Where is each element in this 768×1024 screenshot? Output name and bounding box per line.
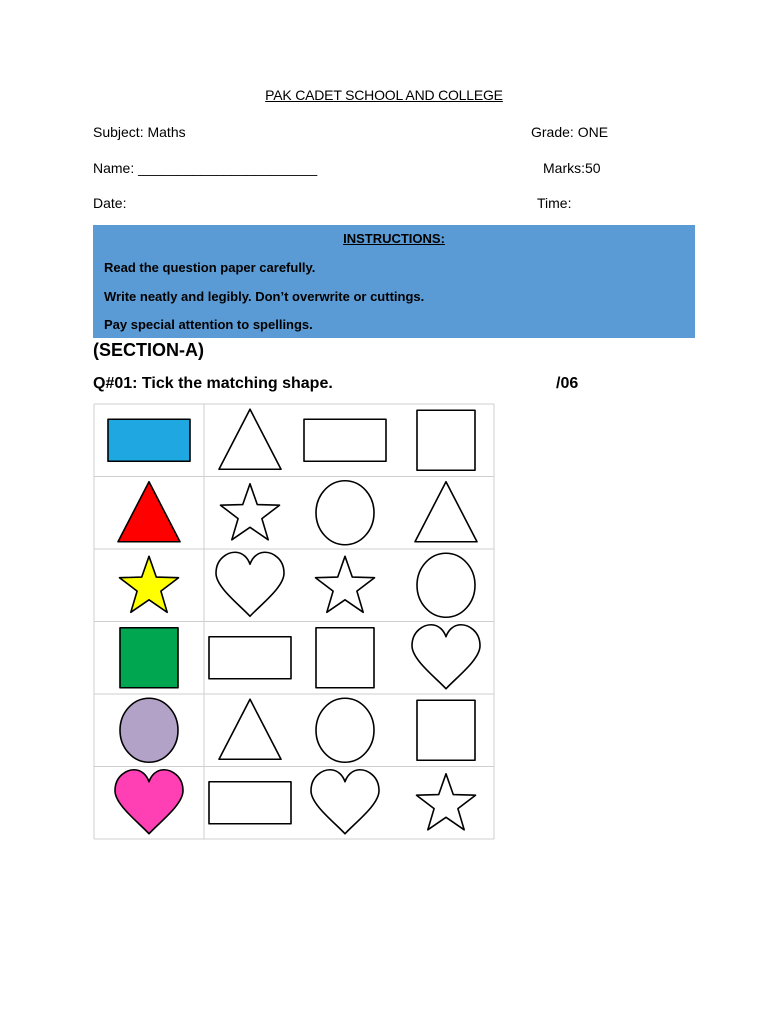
option-cell-square[interactable] [400,695,492,765]
instructions-title: INSTRUCTIONS: [343,231,445,246]
school-title: PAK CADET SCHOOL AND COLLEGE [265,87,503,103]
option-cell-star[interactable] [204,478,296,548]
grade-label: Grade: ONE [531,124,609,140]
question-marks: /06 [556,375,579,392]
rectangle-shape [108,419,190,461]
marks-label: Marks:50 [543,160,601,176]
option-cell-triangle[interactable] [204,405,296,475]
option-cell-rectangle[interactable] [299,405,391,475]
option-cell-heart[interactable] [299,768,391,838]
option-cell-rectangle[interactable] [204,768,296,838]
instruction-line: Pay special attention to spellings. [104,317,313,332]
name-field: Name: _______________________ [93,160,318,176]
triangle-shape [118,482,180,542]
option-cell-square[interactable] [299,623,391,693]
star-shape [120,556,179,612]
question-text: Q#01: Tick the matching shape. [93,375,333,392]
option-cell-heart[interactable] [400,623,492,693]
date-label: Date: [93,195,127,211]
option-cell-heart[interactable] [204,550,296,620]
option-cell-triangle[interactable] [400,478,492,548]
circle-shape [120,698,178,762]
option-cell-star[interactable] [299,550,391,620]
section-heading: (SECTION-A) [93,340,204,360]
option-cell-circle[interactable] [400,550,492,620]
time-label: Time: [537,195,572,211]
instruction-line: Write neatly and legibly. Don’t overwrite or cuttings. [104,289,425,304]
heart-shape [115,770,183,834]
option-cell-circle[interactable] [299,478,391,548]
option-cell-square[interactable] [400,405,492,475]
subject-label: Subject: Maths [93,124,186,140]
square-shape [120,628,178,688]
option-cell-star[interactable] [400,768,492,838]
option-cell-circle[interactable] [299,695,391,765]
instruction-line: Read the question paper carefully. [104,260,316,275]
option-cell-triangle[interactable] [204,695,296,765]
option-cell-rectangle[interactable] [204,623,296,693]
